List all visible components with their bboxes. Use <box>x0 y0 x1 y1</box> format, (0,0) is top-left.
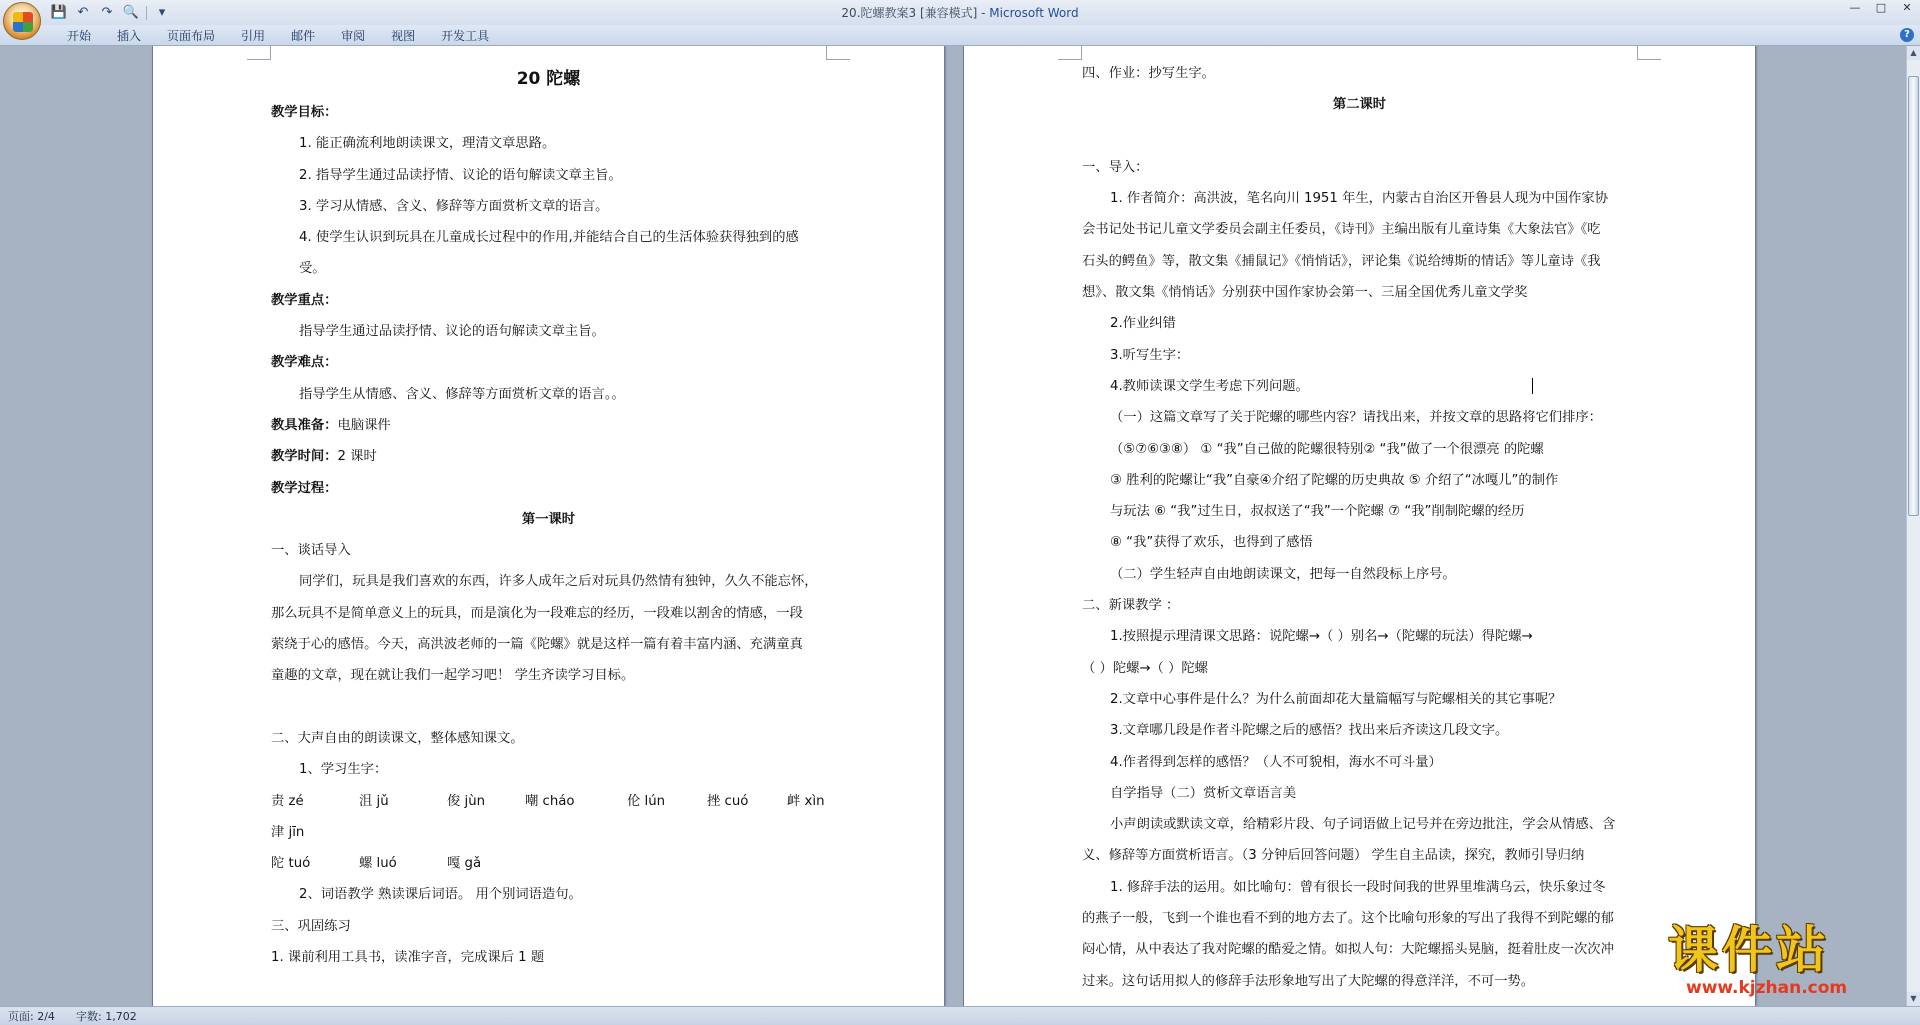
tab-references[interactable]: 引用 <box>241 29 266 43</box>
paragraph: 1、学习生字： <box>299 762 388 778</box>
pinyin-word: 俊 jùn <box>447 793 486 809</box>
paragraph: 2、词语教学 熟读课后词语。 用个别词语造句。 <box>299 887 582 903</box>
paragraph: 4.作者得到怎样的感悟？（人不可貌相，海水不可斗量） <box>1110 754 1442 770</box>
paragraph: 受。 <box>299 261 326 277</box>
tab-home[interactable]: 开始 <box>67 29 92 43</box>
paragraph: 义、修辞等方面赏析语言。（3 分钟后回答问题） 学生自主品读，探究，教师引导归纳 <box>1082 848 1585 864</box>
app-name: - Microsoft Word <box>977 6 1079 20</box>
paragraph: 1. 作者简介：高洪波，笔名向川 1951 年生，内蒙古自治区开鲁县人现为中国作家协 <box>1110 191 1609 207</box>
document-name: 20.陀螺教案3 [兼容模式] <box>841 6 978 20</box>
blank-line <box>1082 121 1637 152</box>
word-count[interactable]: 字数: 1,702 <box>76 1010 137 1023</box>
label-time: 教学时间： <box>271 449 338 465</box>
paragraph: 教学过程： <box>271 480 338 496</box>
paragraph: 2.作业纠错 <box>1110 316 1176 332</box>
pinyin-word: 衅 xìn <box>787 793 825 809</box>
document-heading: 20 陀螺 <box>516 69 581 89</box>
label-tools: 教具准备： <box>271 417 338 433</box>
scroll-up-icon[interactable]: ▲ <box>1907 46 1920 60</box>
paragraph: 童趣的文章，现在就让我们一起学习吧！ 学生齐读学习目标。 <box>271 668 635 684</box>
pinyin-word: 嘲 cháo <box>525 793 575 809</box>
blank-line <box>271 692 826 723</box>
paragraph: 想》、散文集《悄悄话》分别获中国作家协会第一、三届全国优秀儿童文学奖 <box>1082 285 1528 301</box>
section-heading: 第二课时 <box>1332 97 1387 113</box>
paragraph: 二、大声自由的朗读课文，整体感知课文。 <box>271 730 524 746</box>
paragraph: 那么玩具不是简单意义上的玩具，而是演化为一段难忘的经历，一段难以割舍的情感，一段 <box>271 605 803 621</box>
paragraph: （一）这篇文章写了关于陀螺的哪些内容？请找出来，并按文章的思路将它们排序： <box>1110 410 1602 426</box>
pinyin-word: 伦 lún <box>627 793 666 809</box>
help-icon[interactable]: ? <box>1900 28 1914 42</box>
paragraph: 一、谈话导入 <box>271 543 351 559</box>
paragraph: 4. 使学生认识到玩具在儿童成长过程中的作用,并能结合自己的生活体验获得独到的感 <box>299 230 799 246</box>
paragraph: 二、新课教学 ： <box>1082 598 1180 614</box>
paragraph: 与玩法 ⑥ “我”过生日，叔叔送了“我”一个陀螺 ⑦ “我”削制陀螺的经历 <box>1110 504 1525 520</box>
ribbon-tabs <box>54 28 502 44</box>
office-logo-icon <box>13 12 33 32</box>
title-bar <box>0 0 1920 25</box>
tab-mailings[interactable]: 邮件 <box>291 29 316 43</box>
paragraph: （二）学生轻声自由地朗读课文，把每一自然段标上序号。 <box>1110 566 1456 582</box>
window-title <box>0 4 1920 21</box>
print-preview-icon[interactable]: 🔍 <box>122 5 140 20</box>
tab-developer[interactable]: 开发工具 <box>441 29 490 43</box>
vertical-scrollbar[interactable] <box>1906 46 1920 1006</box>
undo-icon[interactable]: ↶ <box>77 5 89 20</box>
pinyin-word: 挫 cuó <box>707 793 749 809</box>
save-icon[interactable]: 💾 <box>50 5 68 20</box>
pinyin-word: 沮 jǔ <box>359 793 389 809</box>
customize-qat-icon[interactable]: ▾ <box>158 5 166 20</box>
paragraph: ③ 胜利的陀螺让“我”自豪④介绍了陀螺的历史典故 ⑤ 介绍了“冰嘎儿”的制作 <box>1110 472 1559 488</box>
tab-view[interactable]: 视图 <box>391 29 416 43</box>
paragraph: 的燕子一般，飞到一个谁也看不到的地方去了。这个比喻句形象的写出了我得不到陀螺的郁 <box>1082 911 1614 927</box>
paragraph-text: 4.教师读课文学生考虑下列问题。 <box>1110 378 1309 394</box>
paragraph: 会书记处书记儿童文学委员会副主任委员，《诗刊》主编出版有儿童诗集《大象法官》《吃 <box>1082 222 1601 238</box>
document-area <box>0 46 1906 1006</box>
redo-icon[interactable]: ↷ <box>101 5 113 20</box>
paragraph: 石头的鳄鱼》等，散文集《捕鼠记》《悄悄话》，评论集《说给缚斯的情话》等儿童诗《我 <box>1082 253 1601 269</box>
paragraph: 闷心情，从中表达了我对陀螺的酷爱之情。如拟人句：大陀螺摇头晃脑，挺着肚皮一次次冲 <box>1082 942 1614 958</box>
close-button[interactable]: ✕ <box>1902 1 1912 14</box>
paragraph: 2. 指导学生通过品读抒情、议论的语句解读文章主旨。 <box>299 167 622 183</box>
paragraph <box>271 441 826 472</box>
paragraph: 3. 学习从情感、含义、修辞等方面赏析文章的语言。 <box>299 198 609 214</box>
page-left-text[interactable] <box>271 61 826 973</box>
pinyin-word: 责 zé <box>271 793 304 809</box>
time-value: 2 课时 <box>337 449 377 465</box>
paragraph: 1.按照提示理清课文思路：说陀螺→（ ）别名→（陀螺的玩法）得陀螺→ <box>1110 629 1533 645</box>
paragraph: （⑤⑦⑥③⑧） ① “我”自己做的陀螺很特别② “我”做了一个很漂亮 的陀螺 <box>1110 441 1544 457</box>
pinyin-row <box>271 848 826 879</box>
paragraph: 教学目标： <box>271 105 338 120</box>
tab-insert[interactable]: 插入 <box>117 29 142 43</box>
section-heading: 第一课时 <box>521 511 576 527</box>
paragraph: 萦绕于心的感悟。今天，高洪波老师的一篇《陀螺》就是这样一篇有着丰富内涵、充满童真 <box>271 637 803 653</box>
paragraph: 同学们，玩具是我们喜欢的东西，许多人成年之后对玩具仍然情有独钟，久久不能忘怀， <box>299 574 818 590</box>
tab-review[interactable]: 审阅 <box>341 29 366 43</box>
tools-value: 电脑课件 <box>337 417 391 433</box>
paragraph: ⑧ “我”获得了欢乐，也得到了感悟 <box>1110 535 1313 551</box>
watermark-url: www.kjzhan.com <box>1686 978 1848 998</box>
scroll-down-icon[interactable]: ▼ <box>1907 992 1920 1006</box>
maximize-button[interactable]: □ <box>1875 1 1887 14</box>
paragraph <box>271 410 826 441</box>
pinyin-word: 陀 tuó <box>271 856 311 872</box>
paragraph: 过来。这句话用拟人的修辞手法形象地写出了大陀螺的得意洋洋，不可一势。 <box>1082 973 1535 989</box>
paragraph: 3.听写生字： <box>1110 347 1190 363</box>
ribbon <box>0 25 1920 46</box>
pinyin-word: 嘎 gǎ <box>447 856 482 872</box>
paragraph: 1. 能正确流利地朗读课文，理清文章思路。 <box>299 136 556 152</box>
watermark-logo <box>1668 922 1908 1002</box>
paragraph: 教学重点： <box>271 292 338 308</box>
paragraph: 指导学生通过品读抒情、议论的语句解读文章主旨。 <box>299 324 605 340</box>
paragraph: 小声朗读或默读文章，给精彩片段、句子词语做上记号并在旁边批注，学会从情感、含 <box>1110 817 1616 833</box>
page-left[interactable] <box>152 46 945 1006</box>
page-right-text[interactable] <box>1082 58 1637 997</box>
pinyin-word: 螺 luó <box>359 856 397 872</box>
paragraph: 四、作业：抄写生字。 <box>1082 66 1215 81</box>
paragraph: 教学难点： <box>271 355 338 371</box>
crop-mark <box>826 46 850 60</box>
paragraph: 1. 课前利用工具书，读准字音，完成课后 1 题 <box>271 950 545 966</box>
office-button[interactable] <box>3 2 41 40</box>
paragraph: 三、巩固练习 <box>271 918 351 934</box>
watermark-text: 课件站 <box>1668 921 1830 979</box>
page-right[interactable] <box>963 46 1756 1006</box>
paragraph: 1. 修辞手法的运用。如比喻句：曾有很长一段时间我的世界里堆满乌云，快乐象过冬 <box>1110 879 1606 895</box>
paragraph: 自学指导（二）赏析文章语言美 <box>1110 785 1297 801</box>
status-bar <box>0 1006 1920 1025</box>
crop-mark <box>1637 46 1661 60</box>
pinyin-row <box>271 817 826 848</box>
paragraph: 2.文章中心事件是什么？为什么前面却花大量篇幅写与陀螺相关的其它事呢？ <box>1110 691 1562 707</box>
page-count[interactable]: 页面: 2/4 <box>8 1010 55 1023</box>
window-controls <box>1842 0 1920 18</box>
paragraph: 指导学生从情感、含义、修辞等方面赏析文章的语言。。 <box>299 386 625 402</box>
paragraph: （ ）陀螺→（ ）陀螺 <box>1082 660 1208 676</box>
tab-page-layout[interactable]: 页面布局 <box>167 29 216 43</box>
paragraph: 一、导入： <box>1082 159 1149 175</box>
paragraph: 3.文章哪几段是作者斗陀螺之后的感悟？找出来后齐读这几段文字。 <box>1110 723 1509 739</box>
pinyin-word: 津 jīn <box>271 824 305 840</box>
minimize-button[interactable]: — <box>1849 1 1861 14</box>
crop-mark <box>247 46 271 60</box>
text-cursor <box>1532 378 1533 394</box>
scrollbar-thumb[interactable] <box>1908 76 1919 516</box>
paragraph <box>1082 371 1637 402</box>
crop-mark <box>1058 46 1082 60</box>
pinyin-row <box>271 786 826 817</box>
